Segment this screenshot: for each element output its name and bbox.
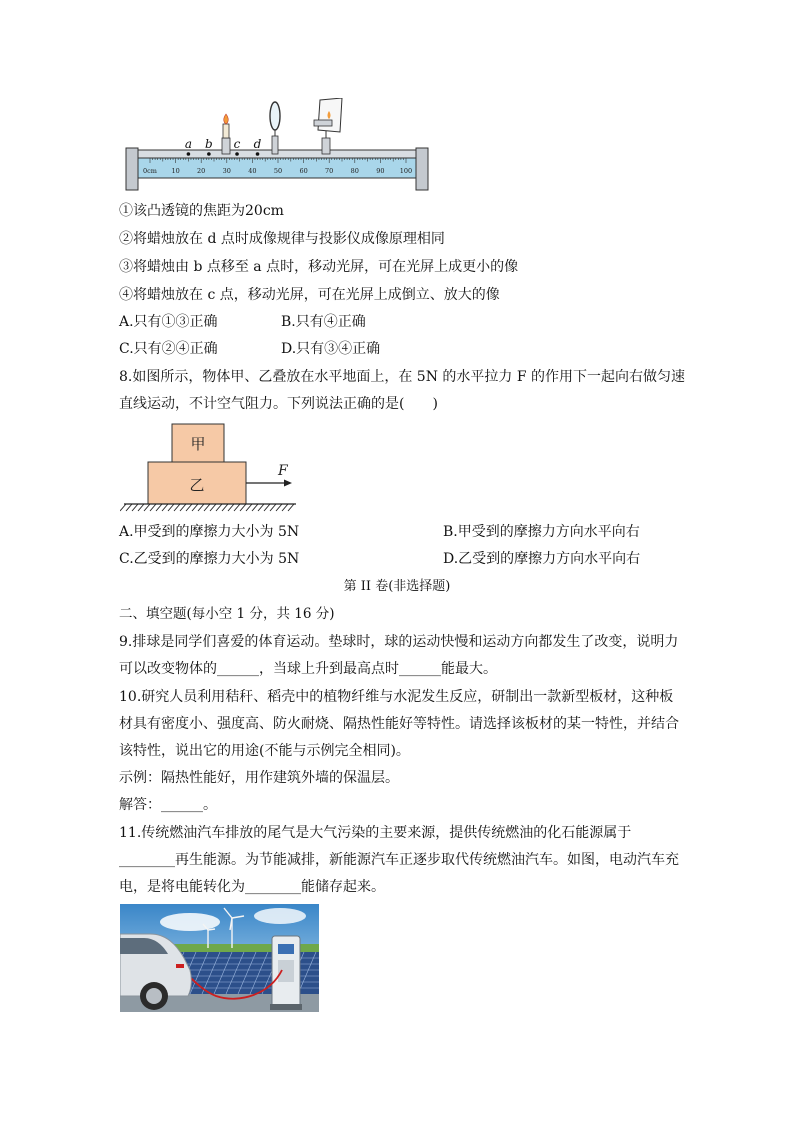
section2-title: 二、填空题(每小空 1 分，共 16 分): [119, 606, 335, 622]
q10-example: 示例：隔热性能好，用作建筑外墙的保温层。: [119, 770, 399, 786]
q7-option-a[interactable]: A.只有①③正确: [119, 314, 218, 330]
q9-line-2: 可以改变物体的______，当球上升到最高点时______能最大。: [119, 661, 497, 677]
q7-option-d[interactable]: D.只有③④正确: [281, 341, 381, 357]
scale-label: 60: [299, 167, 308, 175]
q10-line-2: 材具有密度小、强度高、防火耐烧、隔热性能好等特性。请选择该板材的某一特性，并结合: [119, 716, 679, 732]
scale-label: 40: [248, 167, 257, 175]
bench-point-label-d: d: [253, 137, 262, 151]
ground-hatch: [120, 504, 294, 511]
bench-point-c: [235, 152, 239, 156]
scale-label: 70: [325, 167, 334, 175]
ev-charging-photo: [120, 904, 319, 1012]
stacked-blocks-figure: [120, 420, 300, 516]
q11-line-3: 电，是将电能转化为________能储存起来。: [119, 879, 385, 895]
bench-point-label-b: b: [205, 137, 213, 151]
q9-line-1: 9.排球是同学们喜爱的体育运动。垫球时，球的运动快慢和运动方向都发生了改变，说明力: [119, 634, 679, 650]
block-jia-label: 甲: [190, 435, 206, 453]
scale-label: 0cm: [143, 167, 157, 175]
q8-option-a[interactable]: A.甲受到的摩擦力大小为 5N: [119, 524, 300, 540]
bench-point-a: [187, 152, 191, 156]
candle: [222, 114, 230, 154]
part2-title: 第 II 卷(非选择题): [343, 579, 451, 594]
q10-line-1: 10.研究人员利用秸秆、稻壳中的植物纤维与水泥发生反应，研制出一款新型板材，这种板: [119, 689, 674, 705]
convex-lens: [270, 102, 280, 154]
light-screen: [314, 98, 342, 154]
q8-stem-line-2: 直线运动，不计空气阻力。下列说法正确的是( ): [119, 396, 438, 412]
charging-station-icon: [270, 936, 302, 1010]
q8-option-c[interactable]: C.乙受到的摩擦力大小为 5N: [119, 551, 300, 567]
force-label: F: [278, 463, 288, 479]
scale-label: 30: [222, 167, 231, 175]
scale-label: 100: [399, 167, 413, 175]
q10-line-3: 该特性，说出它的用途(不能与示例完全相同)。: [119, 743, 410, 759]
scale-label: 10: [171, 167, 180, 175]
bench-point-b: [207, 152, 211, 156]
q7-option-b[interactable]: B.只有④正确: [281, 314, 366, 330]
bench-point-label-a: a: [184, 137, 192, 151]
block-yi-label: 乙: [189, 476, 205, 494]
scale-label: 80: [350, 167, 359, 175]
optical-bench-figure: [122, 98, 430, 192]
scale-label: 50: [273, 167, 283, 175]
q7-statement-3: ③将蜡烛由 b 点移至 a 点时，移动光屏，可在光屏上成更小的像: [119, 259, 519, 275]
q7-option-c[interactable]: C.只有②④正确: [119, 341, 218, 357]
q7-statement-2: ②将蜡烛放在 d 点时成像规律与投影仪成像原理相同: [119, 231, 445, 247]
q10-answer: 解答：______。: [119, 797, 217, 813]
bench-point-d: [256, 152, 260, 156]
bench-point-label-c: c: [233, 137, 241, 151]
q11-line-1: 11.传统燃油汽车排放的尾气是大气污染的主要来源，提供传统燃油的化石能源属于: [119, 825, 632, 841]
q8-option-b[interactable]: B.甲受到的摩擦力方向水平向右: [443, 524, 640, 540]
q11-line-2: ________再生能源。为节能减排，新能源汽车正逐步取代传统燃油汽车。如图，电动汽车充: [119, 852, 679, 868]
q8-stem-line-1: 8.如图所示，物体甲、乙叠放在水平地面上，在 5N 的水平拉力 F 的作用下一起向右做匀速: [119, 369, 686, 385]
q8-option-d[interactable]: D.乙受到的摩擦力方向水平向右: [443, 551, 641, 567]
q7-statement-1: ①该凸透镜的焦距为20cm: [119, 203, 284, 219]
scale-label: 20: [197, 167, 206, 175]
q7-statement-4: ④将蜡烛放在 c 点，移动光屏，可在光屏上成倒立、放大的像: [119, 287, 500, 303]
scale-label: 90: [376, 167, 385, 175]
